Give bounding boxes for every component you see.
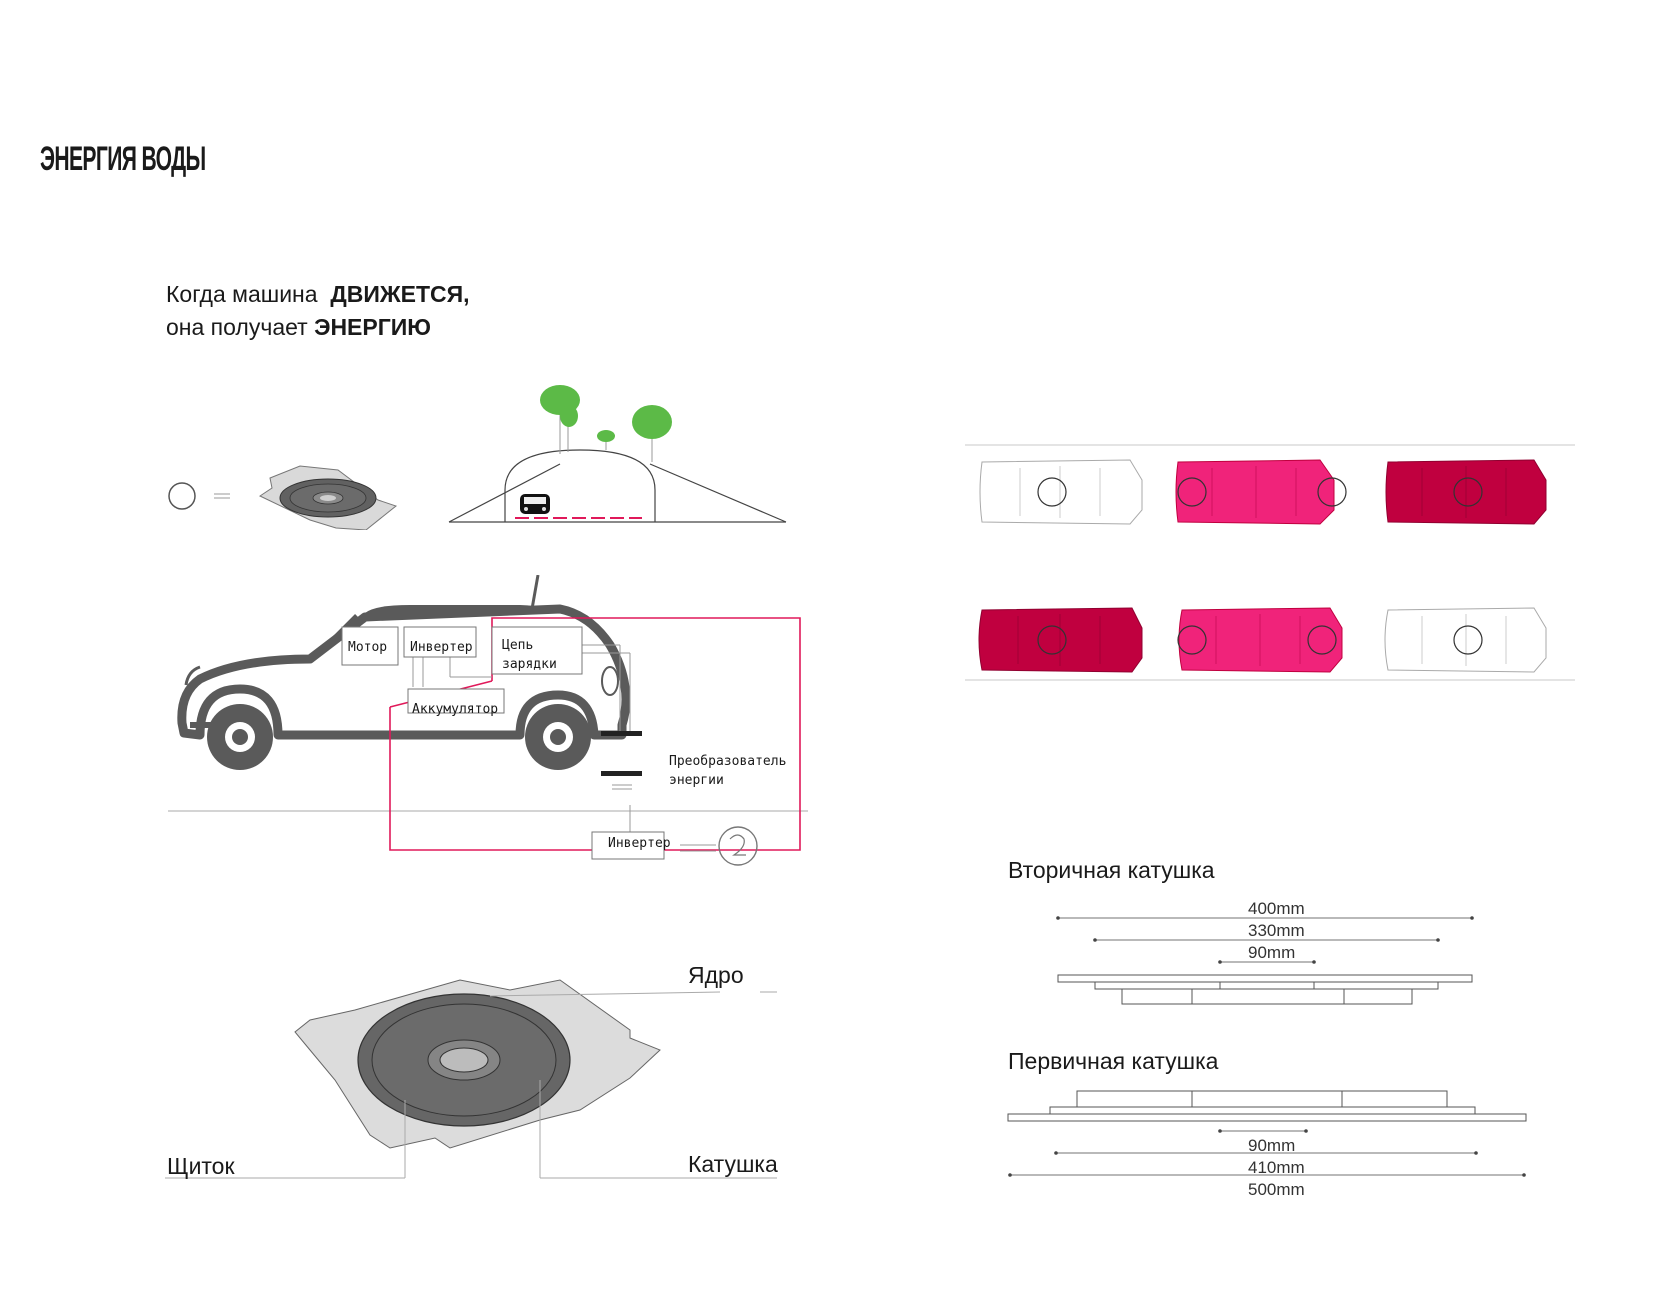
- car-top-pink-2: [1178, 608, 1342, 672]
- motor-label: Мотор: [348, 640, 388, 655]
- generator-icon: [719, 827, 757, 865]
- battery-label: Аккумулятор: [412, 702, 499, 717]
- page-title: ЭНЕРГИЯ ВОДЫ: [40, 140, 206, 178]
- headline: [166, 278, 470, 344]
- ground-inverter-label: Инвертер: [608, 836, 671, 851]
- headline-line-2: [166, 311, 470, 344]
- secondary-dim-3: 90mm: [1248, 943, 1296, 962]
- converter-label-2: энергии: [669, 773, 724, 788]
- secondary-coil-drawing: [1050, 910, 1480, 1010]
- car-top-deep-2: [979, 608, 1142, 672]
- tunnel-car-icon: [520, 494, 550, 514]
- road-topview: [960, 440, 1580, 690]
- car-top-deep-1: [1386, 460, 1546, 524]
- charge-circuit-label-1: Цепь: [502, 638, 534, 653]
- shield-label: Щиток: [167, 1153, 235, 1179]
- secondary-coil-title: Вторичная катушка: [1008, 857, 1215, 883]
- headline-line2-text: она получает: [166, 314, 308, 340]
- headline-line1-bold: ДВИЖЕТСЯ,: [330, 281, 470, 307]
- secondary-dim-1: 400mm: [1248, 899, 1305, 918]
- tunnel-icon: [449, 450, 786, 522]
- headline-line-1: [166, 278, 470, 311]
- car-charging-schematic: [160, 575, 820, 915]
- tunnel-illustration: [160, 370, 800, 530]
- car-top-white-2: [1385, 608, 1546, 672]
- coil-label: Катушка: [688, 1151, 778, 1177]
- secondary-dim-2: 330mm: [1248, 921, 1305, 940]
- coil-symbol-icon: [169, 483, 195, 509]
- headline-line1-text: Когда машина: [166, 281, 318, 307]
- core-label: Ядро: [688, 962, 744, 988]
- converter-label-1: Преобразователь: [669, 754, 787, 769]
- primary-dim-2: 410mm: [1248, 1158, 1305, 1177]
- small-charging-pad-icon: [260, 466, 396, 530]
- secondary-coil-bar: [601, 731, 642, 736]
- primary-coil-bar: [601, 771, 642, 776]
- primary-dim-1: 90mm: [1248, 1136, 1296, 1155]
- headline-line2-bold: ЭНЕРГИЮ: [314, 314, 432, 340]
- car-top-pink-1: [1176, 460, 1346, 524]
- trees-icon: [540, 385, 672, 462]
- charge-circuit-label-2: зарядки: [502, 657, 557, 672]
- car-top-white-1: [980, 460, 1142, 524]
- inverter-label: Инвертер: [410, 640, 473, 655]
- primary-dim-3: 500mm: [1248, 1180, 1305, 1199]
- core-center: [440, 1048, 488, 1072]
- primary-coil-title: Первичная катушка: [1008, 1048, 1219, 1074]
